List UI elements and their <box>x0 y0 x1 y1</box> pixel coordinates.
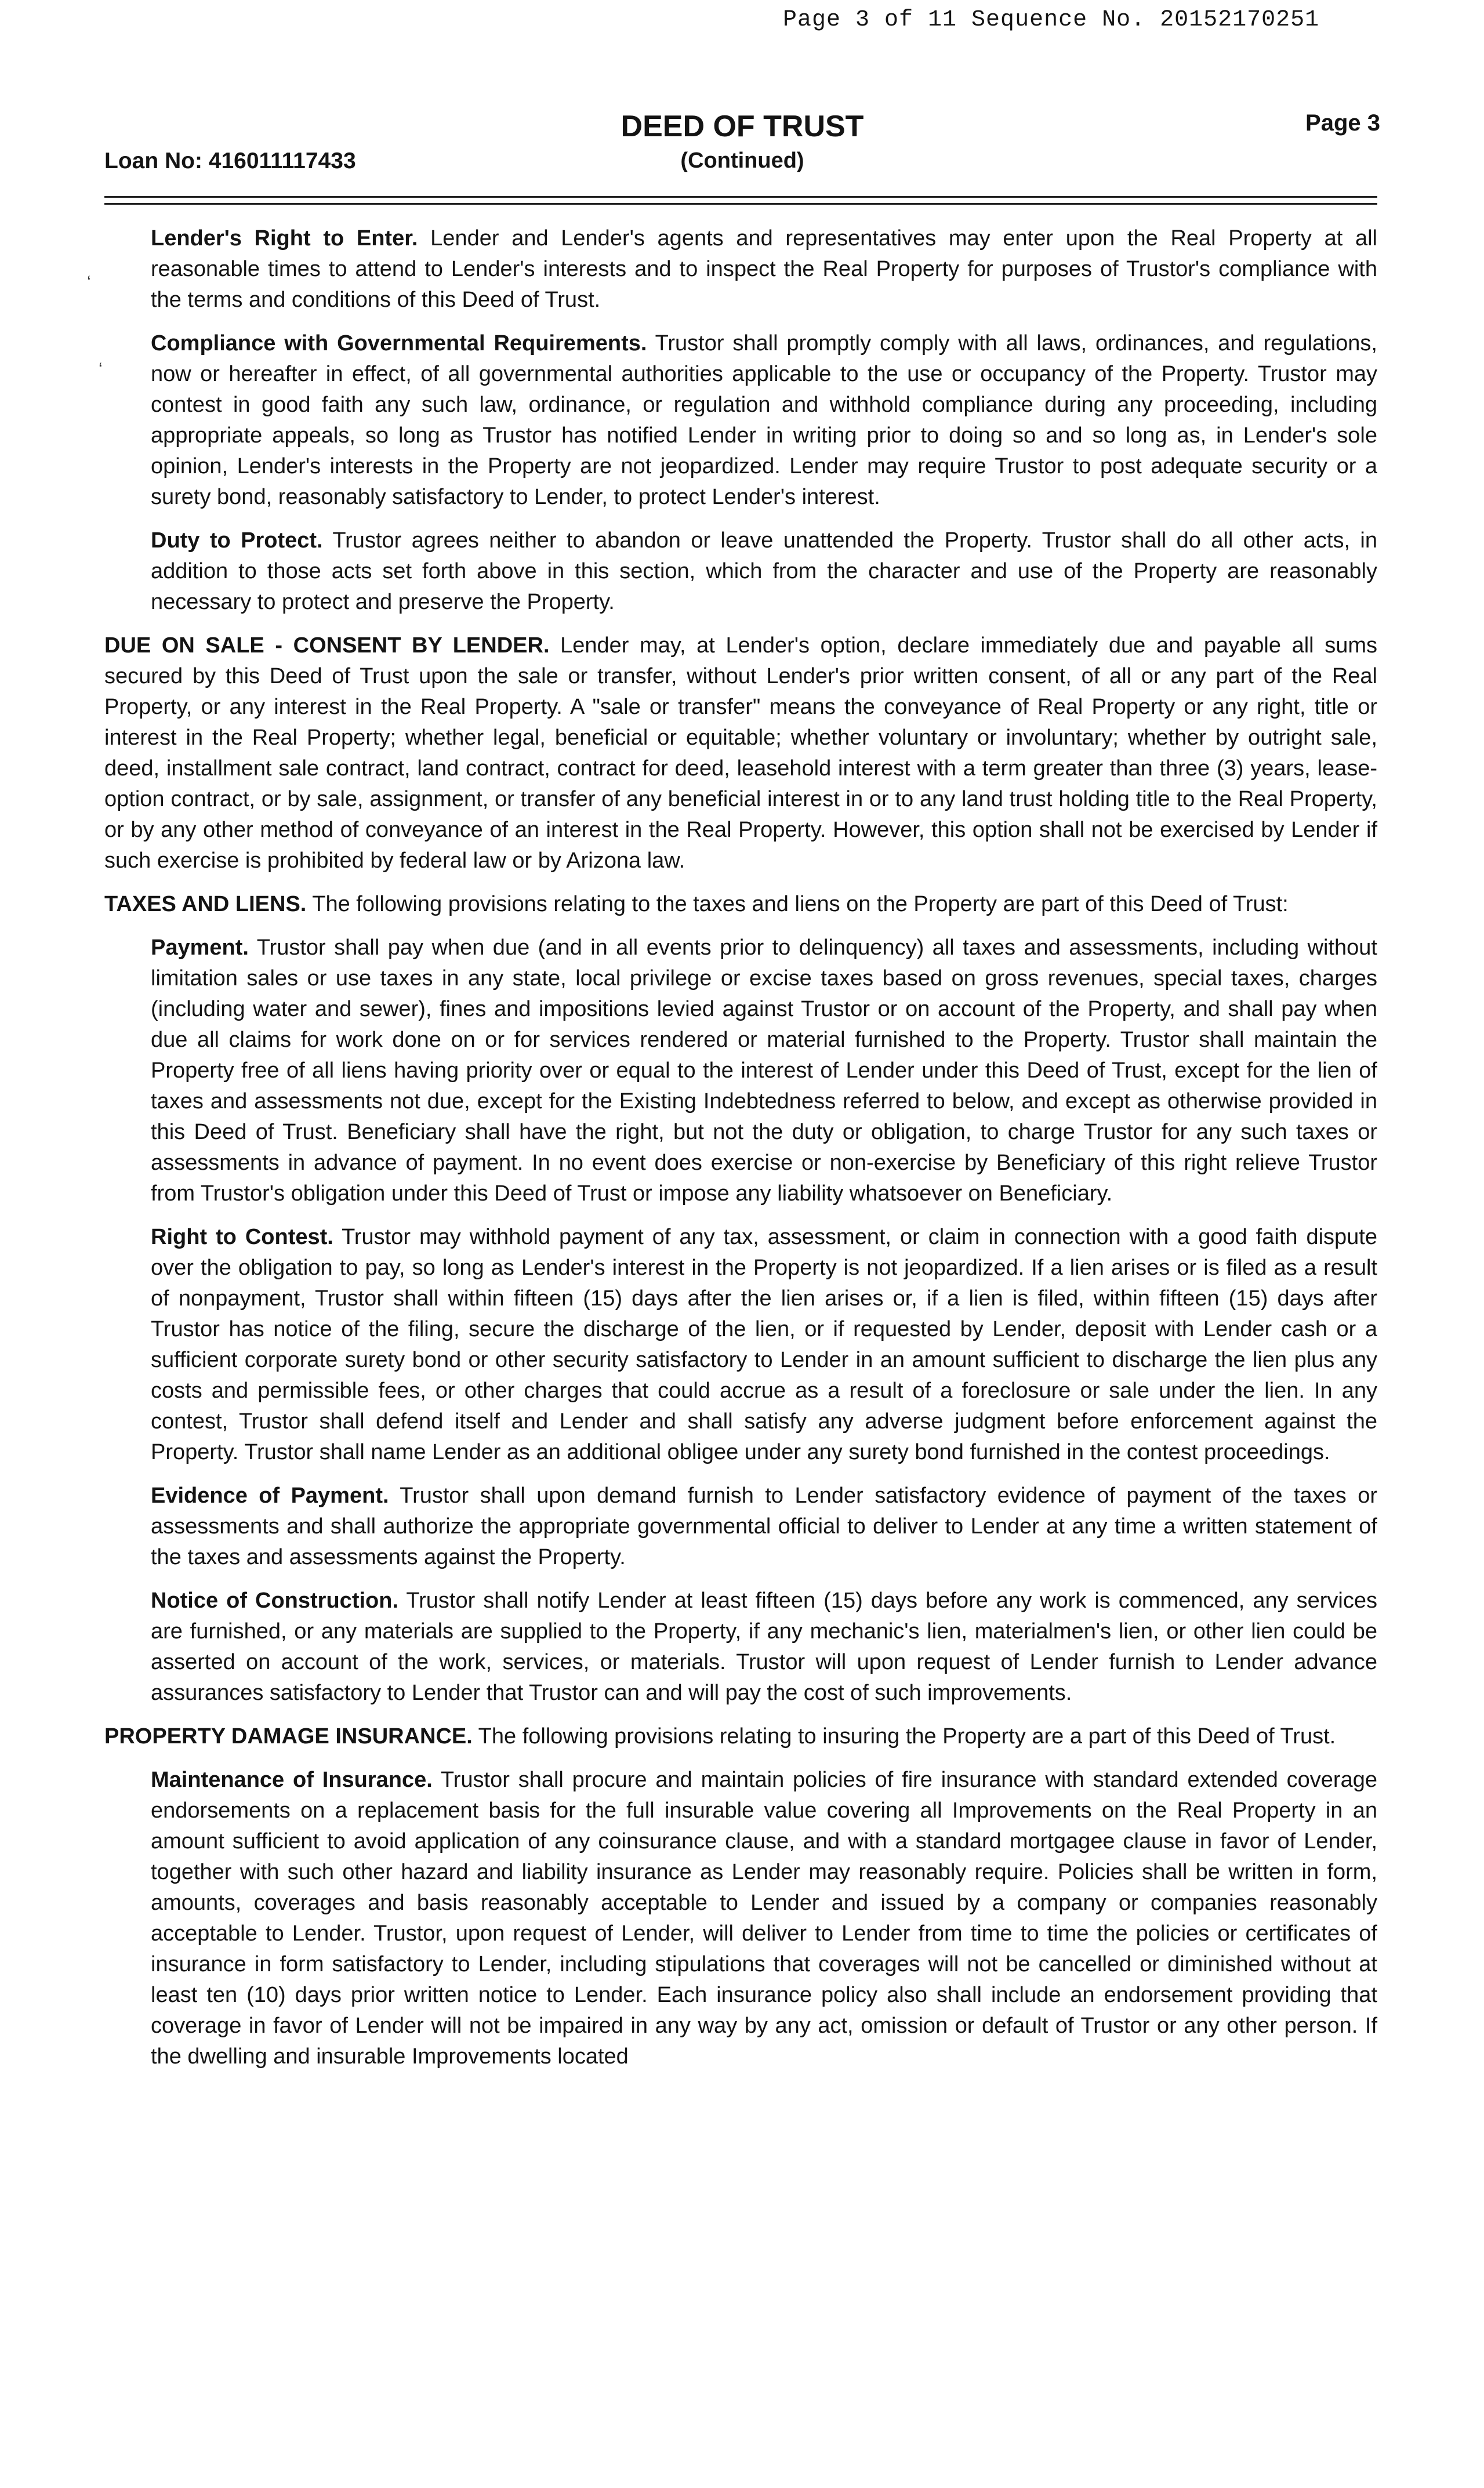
section-payment <box>151 933 1377 1209</box>
stray-mark: ‘ <box>99 360 103 379</box>
section-text: Trustor shall procure and maintain policies of fire insurance with standard extended coverage endorsements on a replacement basis for the full insurable value covering all Improvements on the Real Property in an amount sufficient to avoid application of any coinsurance clause, and with a standard mortgagee clause in favor of Lender, together with such other hazard and liability insurance as Lender may reasonably require. Policies shall be written in form, amounts, coverages and basis reasonably acceptable to Lender and issued by a company or companies reasonably acceptable to Lender. Trustor, upon request of Lender, will deliver to Lender from time to time the policies or certificates of insurance in form satisfactory to Lender, including stipulations that coverages will not be cancelled or diminished without at least ten (10) days prior written notice to Lender. Each insurance policy also shall include an endorsement providing that coverage in favor of Lender will not be impaired in any way by any act, omission or default of Trustor or any other person. If the dwelling and insurable Improvements located <box>151 1768 1377 2069</box>
page-number: Page 3 <box>1305 110 1380 136</box>
section-heading: DUE ON SALE - CONSENT BY LENDER. <box>104 633 550 658</box>
document-subtitle: (Continued) <box>680 148 804 173</box>
section-right-to-contest <box>151 1222 1377 1468</box>
section-taxes-and-liens <box>104 889 1377 920</box>
header-rule-top <box>104 196 1377 198</box>
section-text: Lender may, at Lender's option, declare immediately due and payable all sums secured by this Deed of Trust upon the sale or transfer, without Lender's prior written consent, of all or any part of the Real Property, or any interest in the Real Property. A "sale or transfer" means the conveyance of Real Property or any right, title or interest in the Real Property; whether legal, beneficial or equitable; whether voluntary or involuntary; whether by outright sale, deed, installment sale contract, land contract, contract for deed, leasehold interest with a term greater than three (3) years, lease-option contract, or by sale, assignment, or transfer of any beneficial interest in or to any land trust holding title to the Real Property, or by any other method of conveyance of an interest in the Real Property. However, this option shall not be exercised by Lender if such exercise is prohibited by federal law or by Arizona law. <box>104 633 1377 873</box>
section-heading: Compliance with Governmental Requirements. <box>151 331 647 356</box>
section-heading: Maintenance of Insurance. <box>151 1768 433 1792</box>
section-heading: Evidence of Payment. <box>151 1484 389 1508</box>
section-heading: Payment. <box>151 935 249 960</box>
section-due-on-sale <box>104 630 1377 876</box>
document-body <box>104 223 1377 2085</box>
section-lenders-right-to-enter <box>151 223 1377 315</box>
section-property-damage-insurance <box>104 1721 1377 1752</box>
section-heading: Duty to Protect. <box>151 528 323 553</box>
section-notice-of-construction <box>151 1586 1377 1709</box>
section-heading: TAXES AND LIENS. <box>104 892 307 916</box>
section-compliance <box>151 328 1377 513</box>
section-text: Trustor shall notify Lender at least fifteen (15) days before any work is commenced, any services are furnished, or any materials are supplied to the Property, if any mechanic's lien, materialmen's lien, or other lien could be asserted on account of the work, services, or materials. Trustor will upon request of Lender furnish to Lender advance assurances satisfactory to Lender that Trustor can and will pay the cost of such improvements. <box>151 1588 1377 1705</box>
section-text: The following provisions relating to insuring the Property are a part of this Deed of Trust. <box>472 1724 1336 1749</box>
document-title: DEED OF TRUST <box>621 110 864 143</box>
section-heading: Right to Contest. <box>151 1225 333 1249</box>
section-heading: Lender's Right to Enter. <box>151 226 418 251</box>
section-text: Trustor shall pay when due (and in all events prior to delinquency) all taxes and assessments, including without limitation sales or use taxes in any state, local privilege or excise taxes based on gross revenues, special taxes, charges (including water and sewer), fines and impositions levied against Trustor or on account of the Property, and shall pay when due all claims for work done on or for services rendered or material furnished to the Property. Trustor shall maintain the Property free of all liens having priority over or equal to the interest of Lender under this Deed of Trust, except for the lien of taxes and assessments not due, except for the Existing Indebtedness referred to below, and except as otherwise provided in this Deed of Trust. Beneficiary shall have the right, but not the duty or obligation, to charge Trustor for any such taxes or assessments in advance of payment. In no event does exercise or non-exercise by Beneficiary of this right relieve Trustor from Trustor's obligation under this Deed of Trust or impose any liability whatsoever on Beneficiary. <box>151 935 1377 1206</box>
section-text: Trustor agrees neither to abandon or leave unattended the Property. Trustor shall do all other acts, in addition to those acts set forth above in this section, which from the character and use of the Property are reasonably necessary to protect and preserve the Property. <box>151 528 1378 614</box>
loan-number: Loan No: 416011117433 <box>104 148 356 173</box>
section-text: Trustor shall upon demand furnish to Lender satisfactory evidence of payment of the taxes or assessments and shall authorize the appropriate governmental official to deliver to Lender at any time a written statement of the taxes and assessments against the Property. <box>151 1484 1377 1569</box>
section-text: Lender and Lender's agents and representatives may enter upon the Real Property at all reasonable times to attend to Lender's interests and to inspect the Real Property for purposes of Trustor's compliance with the terms and conditions of this Deed of Trust. <box>151 226 1377 312</box>
header-rule-bottom <box>104 203 1377 205</box>
section-text: Trustor may withhold payment of any tax, assessment, or claim in connection with a good faith dispute over the obligation to pay, so long as Lender's interest in the Property is not jeopardized. If a lien arises or is filed as a result of nonpayment, Trustor shall within fifteen (15) days after the lien arises or, if a lien is filed, within fifteen (15) days after Trustor has notice of the filing, secure the discharge of the lien, or if requested by Lender, deposit with Lender cash or a sufficient corporate surety bond or other security satisfactory to Lender in an amount sufficient to discharge the lien plus any costs and permissible fees, or other charges that could accrue as a result of a foreclosure or sale under the lien. In any contest, Trustor shall defend itself and Lender and shall satisfy any adverse judgment before enforcement against the Property. Trustor shall name Lender as an additional obligee under any surety bond furnished in the contest proceedings. <box>151 1225 1377 1464</box>
section-maintenance-of-insurance <box>151 1765 1377 2072</box>
document-header <box>104 104 1380 180</box>
section-text: Trustor shall promptly comply with all laws, ordinances, and regulations, now or hereafter in effect, of all governmental authorities applicable to the use or occupancy of the Property. Trustor may contest in good faith any such law, ordinance, or regulation and withhold compliance during any proceeding, including appropriate appeals, so long as Trustor has notified Lender in writing prior to doing so and so long as, in Lender's sole opinion, Lender's interests in the Property are not jeopardized. Lender may require Trustor to post adequate security or a surety bond, reasonably satisfactory to Lender, to protect Lender's interest. <box>151 331 1377 509</box>
section-heading: Notice of Construction. <box>151 1588 399 1613</box>
section-evidence-of-payment <box>151 1481 1377 1573</box>
section-duty-to-protect <box>151 525 1377 618</box>
section-heading: PROPERTY DAMAGE INSURANCE. <box>104 1724 473 1749</box>
section-text: The following provisions relating to the taxes and liens on the Property are part of this Deed of Trust: <box>306 892 1289 916</box>
sequence-stamp: Page 3 of 11 Sequence No. 20152170251 <box>783 7 1320 33</box>
stray-mark: ‘ <box>87 273 91 292</box>
